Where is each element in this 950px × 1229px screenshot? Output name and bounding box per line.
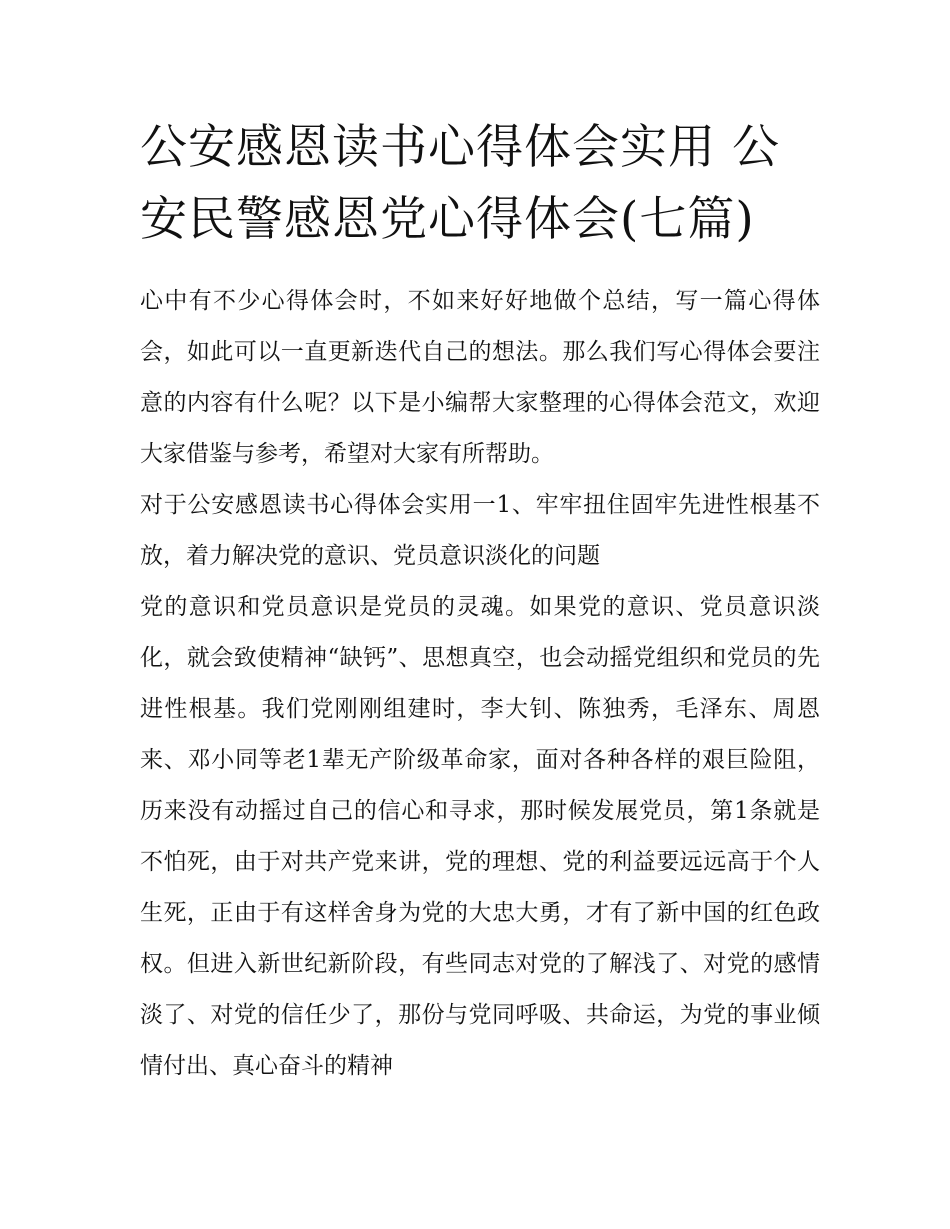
section-heading-paragraph: 对于公安感恩读书心得体会实用一1、牢牢扭住固牢先进性根基不放，着力解决党的意识、党员意识淡化的问题: [140, 492, 820, 569]
document-title: 公安感恩读书心得体会实用 公安民警感恩党心得体会(七篇): [140, 120, 780, 247]
intro-paragraph: 心中有不少心得体会时，不如来好好地做个总结，写一篇心得体会，如此可以一直更新迭代自己的想法。那么我们写心得体会要注意的内容有什么呢？以下是小编帮大家整理的心得体会范文，欢迎大家借鉴与参考，希望对大家有所帮助。: [140, 288, 820, 467]
body-paragraph: 党的意识和党员意识是党员的灵魂。如果党的意识、党员意识淡化，就会致使精神“缺钙”、思想真空，也会动摇党组织和党员的先进性根基。我们党刚刚组建时，李大钊、陈独秀，毛泽东、周恩来、邓小同等老1辈无产阶级革命家，面对各种各样的艰巨险阻，历来没有动摇过自己的信心和寻求，那时候发展党员，第1条就是不怕死，由于对共产党来讲，党的理想、党的利益要远远高于个人生死，正由于有这样舍身为党的大忠大勇，才有了新中国的红色政权。但进入新世纪新阶段，有些同志对党的了解浅了、对党的感情淡了、对党的信任少了，那份与党同呼吸、共命运，为党的事业倾情付出、真心奋斗的精神: [140, 594, 820, 1079]
